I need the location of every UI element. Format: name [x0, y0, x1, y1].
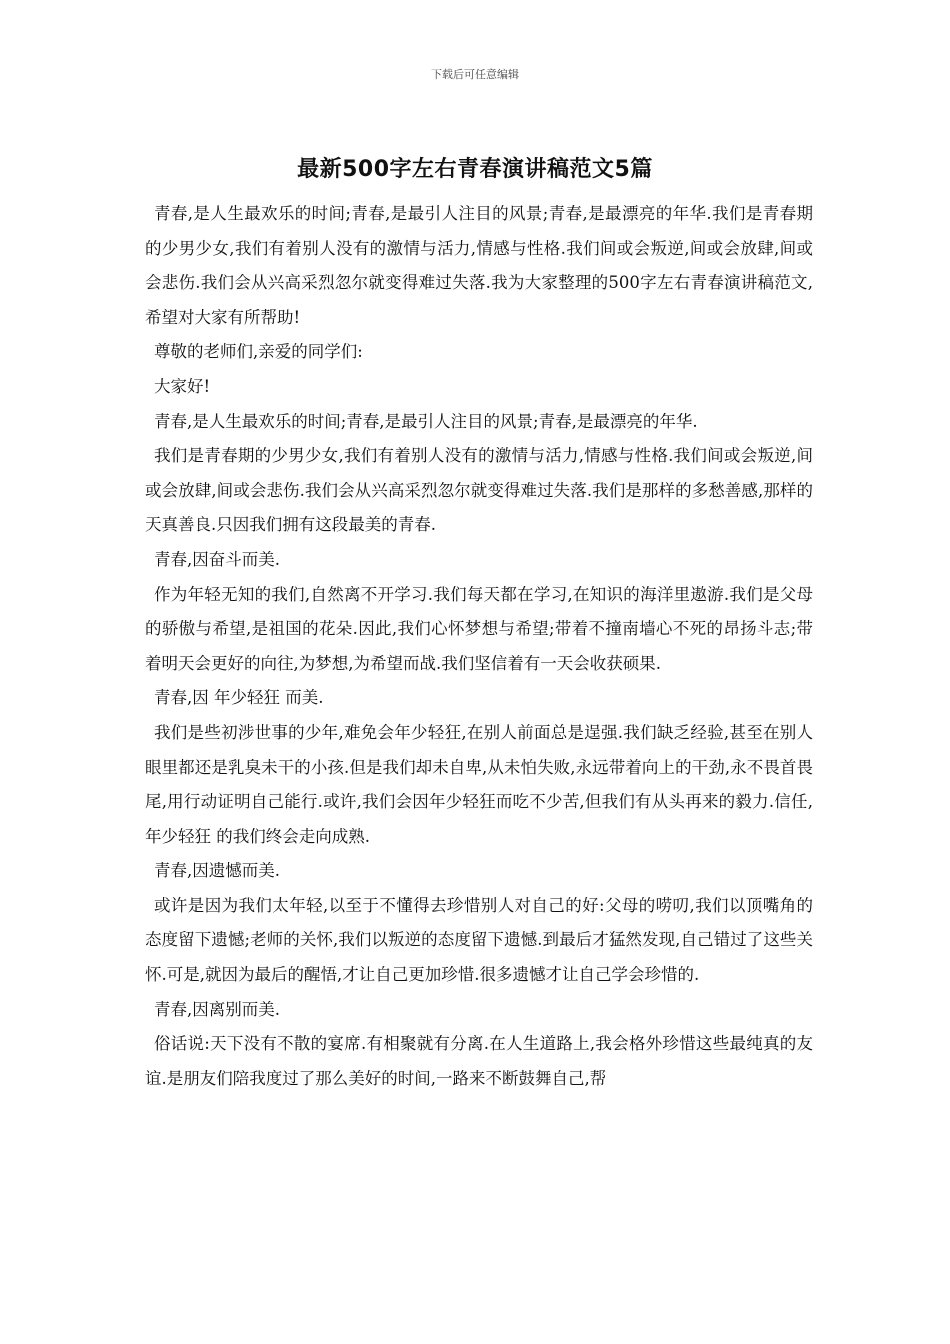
paragraph-parting: 俗话说:天下没有不散的宴席.有相聚就有分离.在人生道路上,我会格外珍惜这些最纯真的友谊.是朋友们陪我度过了那么美好的时间,一路来不断鼓舞自己,帮	[145, 1034, 813, 1088]
document-title: 最新500字左右青春演讲稿范文5篇	[297, 157, 653, 182]
paragraph-opening: 青春,是人生最欢乐的时间;青春,是最引人注目的风景;青春,是最漂亮的年华.	[154, 411, 698, 431]
paragraph-intro: 青春,是人生最欢乐的时间;青春,是最引人注目的风景;青春,是最漂亮的年华.我们是青春期的少男少女,我们有着别人没有的激情与活力,情感与性格.我们间或会叛逆,间或会放肆,间或会悲伤.我们会从兴高采烈忽尔就变得难过失落.我为大家整理的500字左右青春演讲稿范文,希望对大家有所帮助!	[145, 204, 813, 327]
paragraph-salutation: 尊敬的老师们,亲爱的同学们:	[154, 342, 363, 362]
paragraph-heading-frivolous: 青春,因 年少轻狂 而美.	[154, 688, 324, 708]
paragraph-youth: 我们是青春期的少男少女,我们有着别人没有的激情与活力,情感与性格.我们间或会叛逆,间或会放肆,间或会悲伤.我们会从兴高采烈忽尔就变得难过失落.我们是那样的多愁善感,那样的天真善良.只因我们拥有这段最美的青春.	[145, 446, 813, 535]
paragraph-greeting: 大家好!	[154, 376, 211, 396]
paragraph-frivolous: 我们是些初涉世事的少年,难免会年少轻狂,在别人前面总是逞强.我们缺乏经验,甚至在别人眼里都还是乳臭未干的小孩.但是我们却未自卑,从未怕失败,永远带着向上的干劲,永不畏首畏尾,用行动证明自己能行.或许,我们会因年少轻狂而吃不少苦,但我们有从头再来的毅力.信任, 年少轻狂 的我们终会走向成熟.	[145, 722, 813, 846]
document-body	[145, 197, 813, 1096]
paragraph-heading-struggle: 青春,因奋斗而美.	[154, 549, 280, 569]
header-note: 下载后可任意编辑	[431, 68, 519, 81]
paragraph-heading-parting: 青春,因离别而美.	[154, 999, 280, 1019]
paragraph-struggle: 作为年轻无知的我们,自然离不开学习.我们每天都在学习,在知识的海洋里遨游.我们是父母的骄傲与希望,是祖国的花朵.因此,我们心怀梦想与希望;带着不撞南墙心不死的昂扬斗志;带着明天会更好的向往,为梦想,为希望而战.我们坚信着有一天会收获硕果.	[145, 584, 813, 673]
paragraph-heading-regret: 青春,因遗憾而美.	[154, 861, 280, 881]
paragraph-regret: 或许是因为我们太年轻,以至于不懂得去珍惜别人对自己的好:父母的唠叨,我们以顶嘴角的态度留下遗憾;老师的关怀,我们以叛逆的态度留下遗憾.到最后才猛然发现,自己错过了这些关怀.可是,就因为最后的醒悟,才让自己更加珍惜.很多遗憾才让自己学会珍惜的.	[145, 895, 813, 985]
